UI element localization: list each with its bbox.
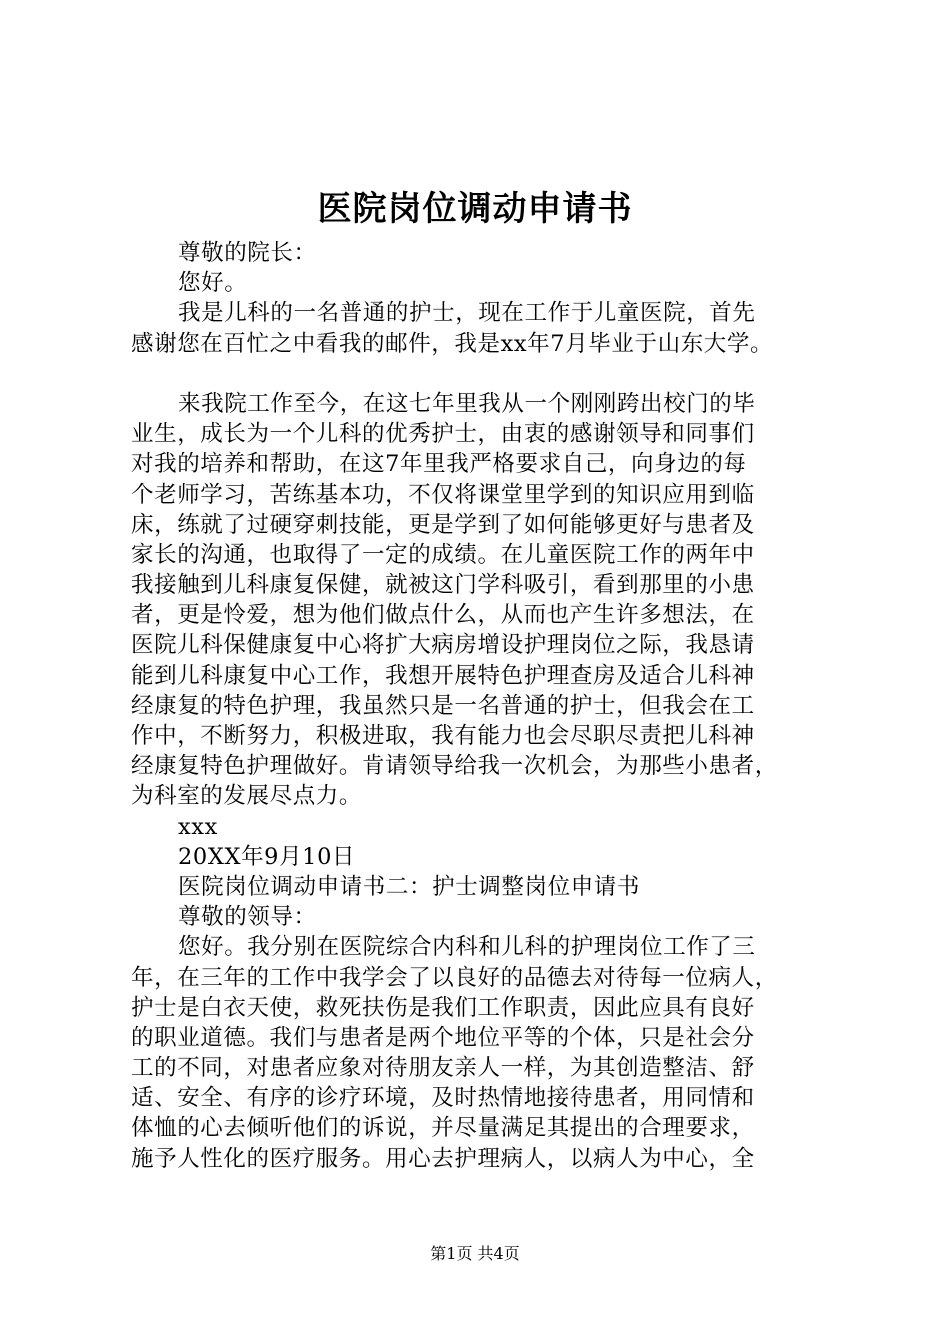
text-line: 您好。	[178, 270, 248, 297]
text-line: 尊敬的领导：	[178, 904, 317, 931]
text-line: 能到儿科康复中心工作，我想开展特色护理查房及适合儿科神	[131, 662, 755, 689]
text-line: 经康复的特色护理，我虽然只是一名普通的护士，但我会在工	[131, 692, 755, 719]
text-line: 我是儿科的一名普通的护士，现在工作于儿童医院，首先	[178, 300, 756, 327]
text-line: 经康复特色护理做好。肯请领导给我一次机会，为那些小患者，	[131, 753, 778, 780]
text-line: 尊敬的院长：	[178, 240, 317, 266]
text-line: 的职业道德。我们与患者是两个地位平等的个体，只是社会分	[131, 1024, 755, 1051]
text-line: 医院儿科保健康复中心将扩大病房增设护理岗位之际，我恳请	[131, 632, 755, 659]
text-line: 您好。我分别在医院综合内科和儿科的护理岗位工作了三	[178, 934, 756, 961]
text-line: 年，在三年的工作中我学会了以良好的品德去对待每一位病人，	[131, 964, 778, 991]
document-body	[131, 238, 831, 1174]
text-line: 为科室的发展尽点力。	[131, 783, 363, 810]
text-line: 感谢您在百忙之中看我的邮件，我是xx年7月毕业于山东大学。	[131, 330, 774, 357]
text-line: 对我的培养和帮助，在这7年里我严格要求自己，向身边的每	[131, 451, 747, 478]
section-heading: 医院岗位调动申请书二：护士调整岗位申请书	[178, 873, 641, 900]
text-line: 业生，成长为一个儿科的优秀护士，由衷的感谢领导和同事们	[131, 421, 755, 448]
text-line: 作中，不断努力，积极进取，我有能力也会尽职尽责把儿科神	[131, 723, 755, 749]
signature-name: xxx	[178, 813, 218, 840]
text-line: 者，更是怜爱，想为他们做点什么，从而也产生许多想法，在	[131, 602, 755, 629]
text-line: 床，练就了过硬穿刺技能，更是学到了如何能够更好与患者及	[131, 511, 755, 538]
text-line: 个老师学习，苦练基本功，不仅将课堂里学到的知识应用到临	[131, 481, 755, 508]
text-line: 来我院工作至今，在这七年里我从一个刚刚跨出校门的毕	[178, 390, 756, 417]
blank-line	[131, 359, 831, 389]
text-line: 工的不同，对患者应象对待朋友亲人一样，为其创造整洁、舒	[131, 1055, 755, 1082]
text-line: 家长的沟通，也取得了一定的成绩。在儿童医院工作的两年中	[131, 541, 755, 568]
page-footer: 第1页 共4页	[430, 1244, 520, 1263]
text-line: 体恤的心去倾听他们的诉说，并尽量满足其提出的合理要求，	[131, 1115, 755, 1142]
text-line: 我接触到儿科康复保健，就被这门学科吸引，看到那里的小患	[131, 572, 755, 599]
text-line: 适、安全、有序的诊疗环境，及时热情地接待患者，用同情和	[131, 1085, 755, 1112]
text-line: 施予人性化的医疗服务。用心去护理病人，以病人为中心，全	[131, 1145, 755, 1172]
signature-date: 20XX年9月10日	[178, 843, 356, 870]
text-line: 护士是白衣天使，救死扶伤是我们工作职责，因此应具有良好	[131, 994, 755, 1021]
document-title: 医院岗位调动申请书	[317, 189, 633, 229]
